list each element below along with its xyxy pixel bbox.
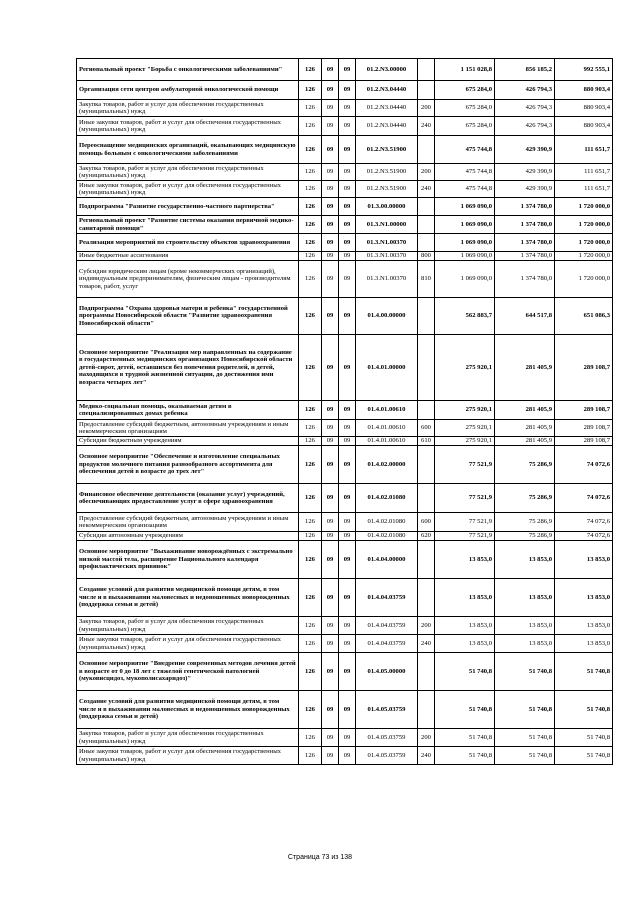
amount-year3-cell: 51 740,8 xyxy=(555,691,613,729)
row-name-cell: Подпрограмма "Развитие государственно-частного партнерства" xyxy=(77,198,299,216)
section-code-cell: 09 xyxy=(322,484,339,513)
amount-year3-cell: 289 108,7 xyxy=(555,401,613,420)
section-code-cell: 09 xyxy=(322,198,339,216)
amount-year3-cell: 13 853,0 xyxy=(555,579,613,617)
amount-year3-cell: 111 651,7 xyxy=(555,181,613,198)
section-code-cell: 09 xyxy=(322,136,339,164)
expense-type-cell xyxy=(418,335,435,401)
subsection-code-cell: 09 xyxy=(339,234,356,252)
target-article-cell: 01.4.04.03759 xyxy=(356,617,418,635)
section-code-cell: 09 xyxy=(322,401,339,420)
table-row xyxy=(77,181,613,198)
expense-type-cell: 600 xyxy=(418,420,435,437)
amount-year3-cell: 880 903,4 xyxy=(555,100,613,117)
table-row xyxy=(77,513,613,532)
amount-year1-cell: 475 744,8 xyxy=(435,181,495,198)
row-name-cell: Основное мероприятие "Обеспечение и изготовление специальных продуктов молочного питания разнообразного ассортимента для обеспечения детей в возрасте до трех лет" xyxy=(77,446,299,484)
amount-year3-cell: 51 740,8 xyxy=(555,729,613,747)
ministry-code-cell: 126 xyxy=(299,446,322,484)
amount-year1-cell: 13 853,0 xyxy=(435,579,495,617)
table-row xyxy=(77,261,613,298)
section-code-cell: 09 xyxy=(322,59,339,81)
row-name-cell: Региональный проект "Борьба с онкологическими заболеваниями" xyxy=(77,59,299,81)
section-code-cell: 09 xyxy=(322,164,339,181)
amount-year2-cell: 429 390,9 xyxy=(495,136,555,164)
target-article-cell: 01.4.01.00000 xyxy=(356,335,418,401)
expense-type-cell xyxy=(418,653,435,691)
row-name-cell: Субсидии юридическим лицам (кроме некоммерческих организаций), индивидуальным предпринимателям, физическим лицам - производителям товаров, работ, услуг xyxy=(77,261,299,298)
table-row xyxy=(77,541,613,579)
expense-type-cell: 810 xyxy=(418,261,435,298)
ministry-code-cell: 126 xyxy=(299,541,322,579)
subsection-code-cell: 09 xyxy=(339,100,356,117)
expense-type-cell xyxy=(418,198,435,216)
expense-type-cell: 240 xyxy=(418,747,435,765)
row-name-cell: Иные закупки товаров, работ и услуг для обеспечения государственных (муниципальных) нужд xyxy=(77,635,299,653)
amount-year3-cell: 111 651,7 xyxy=(555,164,613,181)
amount-year3-cell: 74 072,6 xyxy=(555,484,613,513)
table-row xyxy=(77,100,613,117)
ministry-code-cell: 126 xyxy=(299,635,322,653)
subsection-code-cell: 09 xyxy=(339,181,356,198)
table-row xyxy=(77,635,613,653)
subsection-code-cell: 09 xyxy=(339,691,356,729)
ministry-code-cell: 126 xyxy=(299,401,322,420)
amount-year2-cell: 1 374 780,0 xyxy=(495,261,555,298)
subsection-code-cell: 09 xyxy=(339,747,356,765)
section-code-cell: 09 xyxy=(322,437,339,446)
ministry-code-cell: 126 xyxy=(299,252,322,261)
expense-type-cell: 600 xyxy=(418,513,435,532)
amount-year2-cell: 281 405,9 xyxy=(495,420,555,437)
row-name-cell: Предоставление субсидий бюджетным, автономным учреждениям и иным некоммерческим организациям xyxy=(77,513,299,532)
ministry-code-cell: 126 xyxy=(299,117,322,136)
subsection-code-cell: 09 xyxy=(339,532,356,541)
amount-year1-cell: 13 853,0 xyxy=(435,541,495,579)
amount-year1-cell: 675 284,0 xyxy=(435,117,495,136)
amount-year3-cell: 1 720 000,0 xyxy=(555,198,613,216)
expense-type-cell: 240 xyxy=(418,117,435,136)
amount-year1-cell: 275 920,1 xyxy=(435,437,495,446)
table-row xyxy=(77,729,613,747)
amount-year2-cell: 426 794,3 xyxy=(495,117,555,136)
table-row xyxy=(77,617,613,635)
amount-year1-cell: 51 740,8 xyxy=(435,653,495,691)
target-article-cell: 01.4.05.03759 xyxy=(356,747,418,765)
ministry-code-cell: 126 xyxy=(299,59,322,81)
section-code-cell: 09 xyxy=(322,513,339,532)
subsection-code-cell: 09 xyxy=(339,81,356,100)
table-row xyxy=(77,252,613,261)
amount-year1-cell: 77 521,9 xyxy=(435,484,495,513)
row-name-cell: Региональный проект "Развитие системы оказания первичной медико-санитарной помощи" xyxy=(77,216,299,234)
subsection-code-cell: 09 xyxy=(339,579,356,617)
row-name-cell: Переоснащение медицинских организаций, оказывающих медицинскую помощь больным с онкологическими заболеваниями xyxy=(77,136,299,164)
target-article-cell: 01.4.05.03759 xyxy=(356,729,418,747)
amount-year1-cell: 13 853,0 xyxy=(435,635,495,653)
budget-table xyxy=(76,58,613,765)
section-code-cell: 09 xyxy=(322,181,339,198)
row-name-cell: Закупка товаров, работ и услуг для обеспечения государственных (муниципальных) нужд xyxy=(77,617,299,635)
ministry-code-cell: 126 xyxy=(299,216,322,234)
table-row xyxy=(77,579,613,617)
amount-year2-cell: 75 286,9 xyxy=(495,532,555,541)
target-article-cell: 01.4.01.00610 xyxy=(356,437,418,446)
expense-type-cell: 200 xyxy=(418,729,435,747)
section-code-cell: 09 xyxy=(322,298,339,335)
section-code-cell: 09 xyxy=(322,653,339,691)
table-row xyxy=(77,420,613,437)
amount-year2-cell: 856 185,2 xyxy=(495,59,555,81)
target-article-cell: 01.2.N3.04440 xyxy=(356,117,418,136)
amount-year2-cell: 75 286,9 xyxy=(495,446,555,484)
subsection-code-cell: 09 xyxy=(339,437,356,446)
ministry-code-cell: 126 xyxy=(299,420,322,437)
row-name-cell: Создание условий для развития медицинской помощи детям, в том числе и в выхаживании маловесных и недоношенных новорожденных (поддержка семьи и детей) xyxy=(77,691,299,729)
section-code-cell: 09 xyxy=(322,261,339,298)
target-article-cell: 01.2.N3.04440 xyxy=(356,81,418,100)
expense-type-cell xyxy=(418,81,435,100)
amount-year1-cell: 1 151 028,8 xyxy=(435,59,495,81)
section-code-cell: 09 xyxy=(322,252,339,261)
section-code-cell: 09 xyxy=(322,234,339,252)
target-article-cell: 01.2.N3.51900 xyxy=(356,136,418,164)
amount-year3-cell: 880 903,4 xyxy=(555,117,613,136)
subsection-code-cell: 09 xyxy=(339,541,356,579)
ministry-code-cell: 126 xyxy=(299,234,322,252)
amount-year1-cell: 77 521,9 xyxy=(435,532,495,541)
row-name-cell: Субсидии автономным учреждениям xyxy=(77,532,299,541)
table-row xyxy=(77,216,613,234)
expense-type-cell xyxy=(418,541,435,579)
row-name-cell: Закупка товаров, работ и услуг для обеспечения государственных (муниципальных) нужд xyxy=(77,729,299,747)
amount-year1-cell: 475 744,8 xyxy=(435,164,495,181)
amount-year2-cell: 281 405,9 xyxy=(495,401,555,420)
section-code-cell: 09 xyxy=(322,579,339,617)
amount-year3-cell: 51 740,8 xyxy=(555,747,613,765)
target-article-cell: 01.4.05.03759 xyxy=(356,691,418,729)
amount-year1-cell: 475 744,8 xyxy=(435,136,495,164)
target-article-cell: 01.2.N3.04440 xyxy=(356,100,418,117)
ministry-code-cell: 126 xyxy=(299,579,322,617)
ministry-code-cell: 126 xyxy=(299,617,322,635)
row-name-cell: Медико-социальная помощь, оказываемая детям в специализированных домах ребенка xyxy=(77,401,299,420)
ministry-code-cell: 126 xyxy=(299,335,322,401)
amount-year3-cell: 651 086,3 xyxy=(555,298,613,335)
amount-year3-cell: 992 555,1 xyxy=(555,59,613,81)
amount-year2-cell: 13 853,0 xyxy=(495,541,555,579)
amount-year2-cell: 51 740,8 xyxy=(495,729,555,747)
subsection-code-cell: 09 xyxy=(339,198,356,216)
amount-year1-cell: 275 920,1 xyxy=(435,420,495,437)
amount-year1-cell: 562 883,7 xyxy=(435,298,495,335)
section-code-cell: 09 xyxy=(322,117,339,136)
table-row xyxy=(77,401,613,420)
row-name-cell: Создание условий для развития медицинской помощи детям, в том числе и в выхаживании маловесных и недоношенных новорожденных (поддержка семьи и детей) xyxy=(77,579,299,617)
ministry-code-cell: 126 xyxy=(299,532,322,541)
amount-year2-cell: 51 740,8 xyxy=(495,691,555,729)
row-name-cell: Иные закупки товаров, работ и услуг для обеспечения государственных (муниципальных) нужд xyxy=(77,747,299,765)
expense-type-cell: 240 xyxy=(418,635,435,653)
amount-year3-cell: 1 720 000,0 xyxy=(555,216,613,234)
row-name-cell: Финансовое обеспечение деятельности (оказание услуг) учреждений, обеспечивающих предоставление услуг в сфере здравоохранения xyxy=(77,484,299,513)
section-code-cell: 09 xyxy=(322,420,339,437)
amount-year3-cell: 51 740,8 xyxy=(555,653,613,691)
subsection-code-cell: 09 xyxy=(339,653,356,691)
table-row xyxy=(77,747,613,765)
amount-year3-cell: 880 903,4 xyxy=(555,81,613,100)
table-row xyxy=(77,59,613,81)
target-article-cell: 01.4.04.00000 xyxy=(356,541,418,579)
amount-year2-cell: 51 740,8 xyxy=(495,653,555,691)
subsection-code-cell: 09 xyxy=(339,420,356,437)
expense-type-cell: 200 xyxy=(418,617,435,635)
section-code-cell: 09 xyxy=(322,747,339,765)
section-code-cell: 09 xyxy=(322,541,339,579)
amount-year3-cell: 289 108,7 xyxy=(555,335,613,401)
ministry-code-cell: 126 xyxy=(299,164,322,181)
target-article-cell: 01.4.02.01080 xyxy=(356,532,418,541)
subsection-code-cell: 09 xyxy=(339,335,356,401)
amount-year3-cell: 74 072,6 xyxy=(555,532,613,541)
target-article-cell: 01.4.02.01080 xyxy=(356,484,418,513)
expense-type-cell xyxy=(418,216,435,234)
row-name-cell: Субсидии бюджетным учреждениям xyxy=(77,437,299,446)
row-name-cell: Предоставление субсидий бюджетным, автономным учреждениям и иным некоммерческим организациям xyxy=(77,420,299,437)
target-article-cell: 01.2.N3.00000 xyxy=(356,59,418,81)
amount-year3-cell: 289 108,7 xyxy=(555,420,613,437)
amount-year2-cell: 1 374 780,0 xyxy=(495,198,555,216)
target-article-cell: 01.3.N1.00370 xyxy=(356,234,418,252)
subsection-code-cell: 09 xyxy=(339,401,356,420)
amount-year1-cell: 77 521,9 xyxy=(435,513,495,532)
row-name-cell: Иные бюджетные ассигнования xyxy=(77,252,299,261)
expense-type-cell xyxy=(418,234,435,252)
subsection-code-cell: 09 xyxy=(339,216,356,234)
subsection-code-cell: 09 xyxy=(339,117,356,136)
amount-year2-cell: 281 405,9 xyxy=(495,335,555,401)
subsection-code-cell: 09 xyxy=(339,136,356,164)
amount-year2-cell: 1 374 780,0 xyxy=(495,216,555,234)
amount-year2-cell: 281 405,9 xyxy=(495,437,555,446)
target-article-cell: 01.4.04.03759 xyxy=(356,579,418,617)
amount-year1-cell: 1 069 090,0 xyxy=(435,261,495,298)
budget-table-container xyxy=(76,58,612,765)
amount-year2-cell: 13 853,0 xyxy=(495,635,555,653)
table-row xyxy=(77,164,613,181)
subsection-code-cell: 09 xyxy=(339,617,356,635)
table-row xyxy=(77,136,613,164)
amount-year1-cell: 13 853,0 xyxy=(435,617,495,635)
target-article-cell: 01.3.N1.00370 xyxy=(356,261,418,298)
expense-type-cell xyxy=(418,59,435,81)
section-code-cell: 09 xyxy=(322,446,339,484)
amount-year2-cell: 429 390,9 xyxy=(495,164,555,181)
target-article-cell: 01.4.01.00610 xyxy=(356,420,418,437)
amount-year2-cell: 426 794,3 xyxy=(495,81,555,100)
expense-type-cell xyxy=(418,136,435,164)
amount-year2-cell: 426 794,3 xyxy=(495,100,555,117)
ministry-code-cell: 126 xyxy=(299,298,322,335)
amount-year2-cell: 1 374 780,0 xyxy=(495,234,555,252)
row-name-cell: Реализация мероприятий по строительству объектов здравоохранения xyxy=(77,234,299,252)
amount-year2-cell: 13 853,0 xyxy=(495,617,555,635)
target-article-cell: 01.2.N3.51900 xyxy=(356,164,418,181)
target-article-cell: 01.4.05.00000 xyxy=(356,653,418,691)
table-row xyxy=(77,532,613,541)
row-name-cell: Иные закупки товаров, работ и услуг для обеспечения государственных (муниципальных) нужд xyxy=(77,117,299,136)
ministry-code-cell: 126 xyxy=(299,81,322,100)
table-row xyxy=(77,117,613,136)
subsection-code-cell: 09 xyxy=(339,261,356,298)
section-code-cell: 09 xyxy=(322,691,339,729)
target-article-cell: 01.3.N1.00370 xyxy=(356,252,418,261)
table-row xyxy=(77,234,613,252)
amount-year1-cell: 77 521,9 xyxy=(435,446,495,484)
amount-year1-cell: 1 069 090,0 xyxy=(435,252,495,261)
table-row xyxy=(77,81,613,100)
table-row xyxy=(77,198,613,216)
expense-type-cell: 240 xyxy=(418,181,435,198)
amount-year1-cell: 1 069 090,0 xyxy=(435,216,495,234)
subsection-code-cell: 09 xyxy=(339,252,356,261)
table-row xyxy=(77,298,613,335)
amount-year1-cell: 675 284,0 xyxy=(435,100,495,117)
expense-type-cell xyxy=(418,691,435,729)
expense-type-cell xyxy=(418,401,435,420)
target-article-cell: 01.4.04.03759 xyxy=(356,635,418,653)
ministry-code-cell: 126 xyxy=(299,747,322,765)
amount-year2-cell: 75 286,9 xyxy=(495,513,555,532)
section-code-cell: 09 xyxy=(322,635,339,653)
amount-year2-cell: 51 740,8 xyxy=(495,747,555,765)
subsection-code-cell: 09 xyxy=(339,729,356,747)
amount-year2-cell: 644 517,8 xyxy=(495,298,555,335)
amount-year2-cell: 13 853,0 xyxy=(495,579,555,617)
table-row xyxy=(77,335,613,401)
row-name-cell: Организация сети центров амбулаторной онкологической помощи xyxy=(77,81,299,100)
amount-year1-cell: 275 920,1 xyxy=(435,401,495,420)
amount-year2-cell: 75 286,9 xyxy=(495,484,555,513)
table-row xyxy=(77,446,613,484)
section-code-cell: 09 xyxy=(322,216,339,234)
amount-year3-cell: 111 651,7 xyxy=(555,136,613,164)
table-row xyxy=(77,653,613,691)
target-article-cell: 01.4.00.00000 xyxy=(356,298,418,335)
ministry-code-cell: 126 xyxy=(299,513,322,532)
ministry-code-cell: 126 xyxy=(299,484,322,513)
expense-type-cell: 620 xyxy=(418,532,435,541)
target-article-cell: 01.4.01.00610 xyxy=(356,401,418,420)
budget-table-body xyxy=(77,59,613,765)
amount-year3-cell: 13 853,0 xyxy=(555,541,613,579)
expense-type-cell xyxy=(418,579,435,617)
subsection-code-cell: 09 xyxy=(339,484,356,513)
amount-year1-cell: 51 740,8 xyxy=(435,691,495,729)
target-article-cell: 01.3.00.00000 xyxy=(356,198,418,216)
target-article-cell: 01.4.02.00000 xyxy=(356,446,418,484)
expense-type-cell: 200 xyxy=(418,100,435,117)
row-name-cell: Подпрограмма "Охрана здоровья матери и ребенка" государственной программы Новосибирской области "Развитие здравоохранения Новосибирской области" xyxy=(77,298,299,335)
expense-type-cell xyxy=(418,446,435,484)
row-name-cell: Основное мероприятие "Внедрение современных методов лечения детей в возрасте от 0 до 18 лет с тяжелой генетической патологией (муковисцидоз, мукополисахаридоз)" xyxy=(77,653,299,691)
subsection-code-cell: 09 xyxy=(339,635,356,653)
ministry-code-cell: 126 xyxy=(299,198,322,216)
expense-type-cell: 800 xyxy=(418,252,435,261)
amount-year3-cell: 289 108,7 xyxy=(555,437,613,446)
ministry-code-cell: 126 xyxy=(299,729,322,747)
row-name-cell: Основное мероприятие "Реализация мер направленных на содержание в государственных медицинских организациях Новосибирской области детей-сирот, детей, оставшихся без попечения родителей, и детей, находящихся в трудной жизненной ситуации, до достижения ими возраста четырех лет" xyxy=(77,335,299,401)
table-row xyxy=(77,484,613,513)
section-code-cell: 09 xyxy=(322,532,339,541)
target-article-cell: 01.2.N3.51900 xyxy=(356,181,418,198)
ministry-code-cell: 126 xyxy=(299,181,322,198)
ministry-code-cell: 126 xyxy=(299,691,322,729)
ministry-code-cell: 126 xyxy=(299,136,322,164)
amount-year1-cell: 51 740,8 xyxy=(435,729,495,747)
table-row xyxy=(77,437,613,446)
subsection-code-cell: 09 xyxy=(339,164,356,181)
page-number: Страница 73 из 138 xyxy=(287,854,353,861)
amount-year3-cell: 13 853,0 xyxy=(555,635,613,653)
subsection-code-cell: 09 xyxy=(339,446,356,484)
expense-type-cell xyxy=(418,484,435,513)
expense-type-cell xyxy=(418,298,435,335)
amount-year2-cell: 429 390,9 xyxy=(495,181,555,198)
ministry-code-cell: 126 xyxy=(299,437,322,446)
row-name-cell: Закупка товаров, работ и услуг для обеспечения государственных (муниципальных) нужд xyxy=(77,164,299,181)
amount-year3-cell: 1 720 000,0 xyxy=(555,252,613,261)
amount-year1-cell: 1 069 090,0 xyxy=(435,234,495,252)
amount-year3-cell: 13 853,0 xyxy=(555,617,613,635)
expense-type-cell: 610 xyxy=(418,437,435,446)
subsection-code-cell: 09 xyxy=(339,513,356,532)
table-row xyxy=(77,691,613,729)
row-name-cell: Закупка товаров, работ и услуг для обеспечения государственных (муниципальных) нужд xyxy=(77,100,299,117)
section-code-cell: 09 xyxy=(322,335,339,401)
expense-type-cell: 200 xyxy=(418,164,435,181)
subsection-code-cell: 09 xyxy=(339,59,356,81)
amount-year1-cell: 51 740,8 xyxy=(435,747,495,765)
amount-year1-cell: 675 284,0 xyxy=(435,81,495,100)
row-name-cell: Основное мероприятие "Выхаживание новорождённых с экстремально низкой массой тела, расширение Национального календаря профилактических прививок" xyxy=(77,541,299,579)
target-article-cell: 01.4.02.01080 xyxy=(356,513,418,532)
ministry-code-cell: 126 xyxy=(299,261,322,298)
amount-year2-cell: 1 374 780,0 xyxy=(495,252,555,261)
ministry-code-cell: 126 xyxy=(299,653,322,691)
amount-year3-cell: 74 072,6 xyxy=(555,513,613,532)
amount-year1-cell: 275 920,1 xyxy=(435,335,495,401)
row-name-cell: Иные закупки товаров, работ и услуг для обеспечения государственных (муниципальных) нужд xyxy=(77,181,299,198)
amount-year3-cell: 1 720 000,0 xyxy=(555,234,613,252)
section-code-cell: 09 xyxy=(322,617,339,635)
section-code-cell: 09 xyxy=(322,81,339,100)
target-article-cell: 01.3.N1.00000 xyxy=(356,216,418,234)
amount-year1-cell: 1 069 090,0 xyxy=(435,198,495,216)
amount-year3-cell: 74 072,6 xyxy=(555,446,613,484)
section-code-cell: 09 xyxy=(322,100,339,117)
subsection-code-cell: 09 xyxy=(339,298,356,335)
section-code-cell: 09 xyxy=(322,729,339,747)
ministry-code-cell: 126 xyxy=(299,100,322,117)
amount-year3-cell: 1 720 000,0 xyxy=(555,261,613,298)
